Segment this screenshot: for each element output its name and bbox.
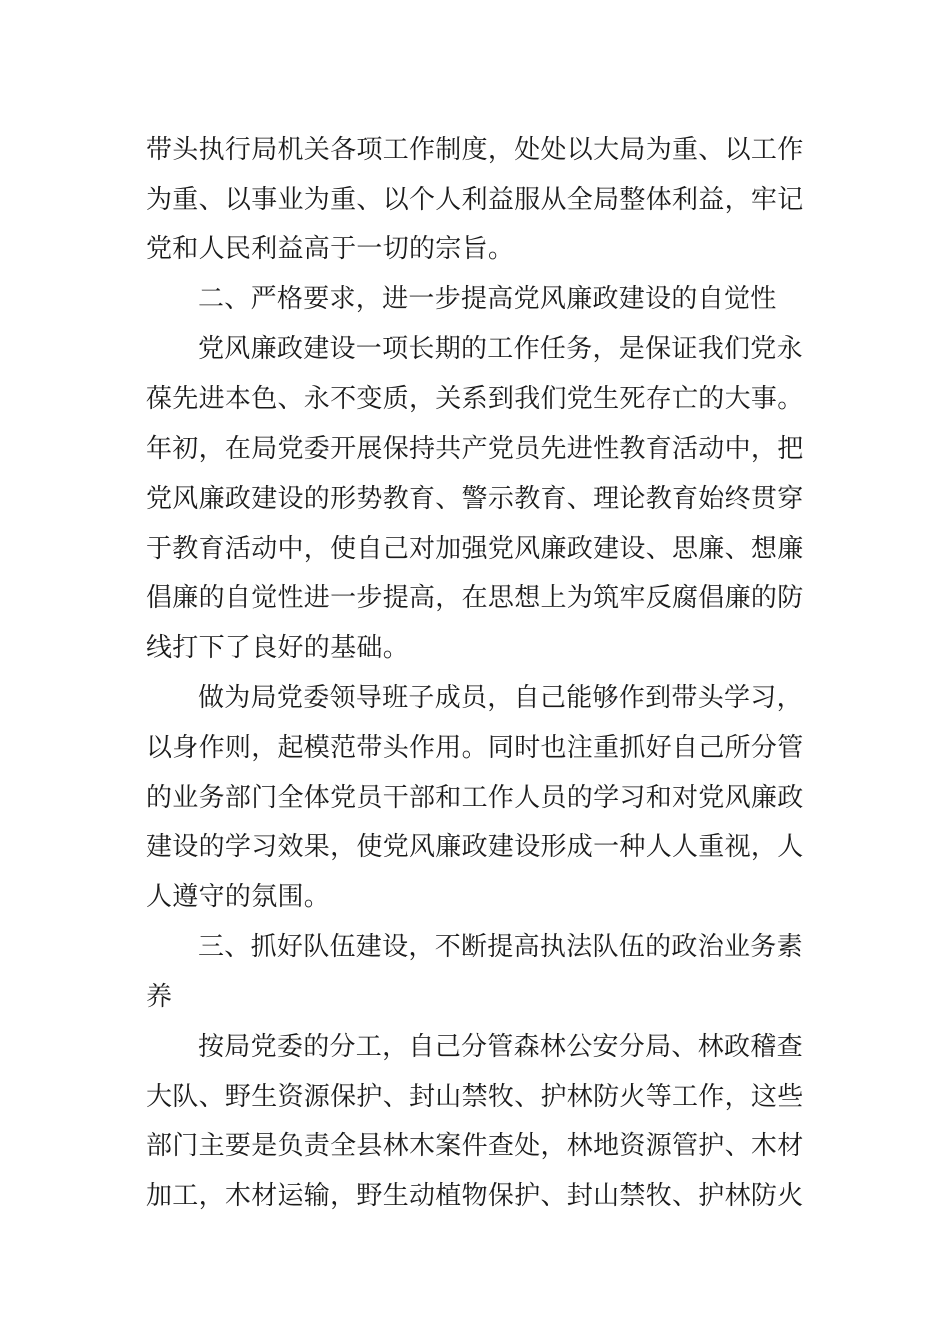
text-line: 党风廉政建设的形势教育、警示教育、理论教育始终贯穿 [146, 484, 804, 514]
text-line: 党风廉政建设一项长期的工作任务，是保证我们党永 [198, 334, 803, 364]
text-line: 人遵守的氛围。 [146, 882, 331, 912]
text-line: 做为局党委领导班子成员，自己能够作到带头学习， [198, 683, 803, 713]
text-line: 倡廉的自觉性进一步提高，在思想上为筑牢反腐倡廉的防 [146, 583, 804, 613]
text-line: 建设的学习效果，使党风廉政建设形成一种人人重视，人 [146, 832, 804, 862]
text-line: 年初，在局党委开展保持共产党员先进性教育活动中，把 [146, 434, 804, 464]
text-line: 为重、以事业为重、以个人利益服从全局整体利益，牢记 [146, 185, 804, 215]
text-line: 按局党委的分工，自己分管森林公安分局、林政稽查 [198, 1032, 803, 1062]
text-line: 葆先进本色、永不变质，关系到我们党生死存亡的大事。 [146, 384, 804, 414]
text-line: 于教育活动中，使自己对加强党风廉政建设、思廉、想廉 [146, 534, 804, 564]
text-line: 党和人民利益高于一切的宗旨。 [146, 234, 515, 264]
section-heading: 三、抓好队伍建设，不断提高执法队伍的政治业务素 [198, 932, 803, 962]
text-line: 带头执行局机关各项工作制度，处处以大局为重、以工作 [146, 135, 804, 165]
text-line: 部门主要是负责全县林木案件查处，林地资源管护、木材 [146, 1131, 804, 1161]
text-line: 的业务部门全体党员干部和工作人员的学习和对党风廉政 [146, 783, 804, 813]
text-line: 大队、野生资源保护、封山禁牧、护林防火等工作，这些 [146, 1082, 804, 1112]
section-heading: 二、严格要求，进一步提高党风廉政建设的自觉性 [198, 284, 777, 314]
text-line: 以身作则，起模范带头作用。同时也注重抓好自己所分管 [146, 733, 804, 763]
text-line: 线打下了良好的基础。 [146, 633, 410, 663]
section-heading: 养 [146, 982, 173, 1012]
text-line: 加工，木材运输，野生动植物保护、封山禁牧、护林防火 [146, 1181, 804, 1211]
